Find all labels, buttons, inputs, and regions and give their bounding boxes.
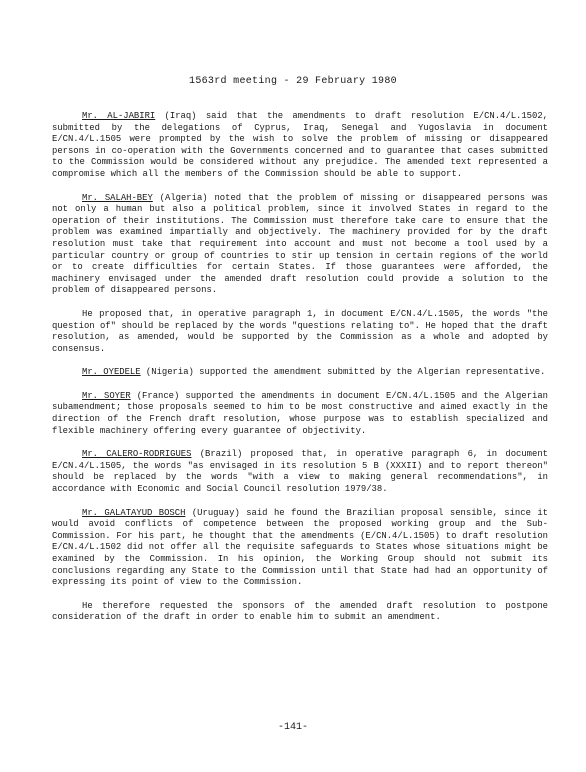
meeting-header: 1563rd meeting - 29 February 1980 (189, 76, 397, 87)
paragraph-text: (Brazil) proposed that, in operative paragraph 6, in document E/CN.4/L.1505, the words "as envisaged in its resolution 5 B (XXXII) and to report thereon" should be replaced by the words "with a view to making general recommendations", in accordance with Economic and Social Council resolution 1979/38. (52, 449, 548, 495)
paragraph-1 (52, 111, 548, 181)
speaker-name: Mr. SALAH-BEY (82, 192, 153, 203)
speaker-name: Mr. GALATAYUD BOSCH (82, 507, 186, 518)
paragraph-text: (Nigeria) supported the amendment submitted by the Algerian representative. (140, 367, 546, 378)
speaker-name: Mr. AL-JABIRI (82, 111, 156, 121)
paragraph-text: (Algeria) noted that the problem of missing or disappeared persons was not only a human but also a political problem, since it involved States in regard to the operation of their institutions. The Commission must therefore take care to ensure that the problem was examined impartially and objectively. The machinery provided for by the draft resolution must take that requirement into account and must not become a tool used by a particular country or group of countries to stir up tension in certain regions of the world or to create difficulties for certain States. If those guarantees were afforded, the machinery envisaged under the amended draft resolution could provide a solution to the problem of disappeared persons. (52, 192, 548, 296)
paragraph-8 (52, 601, 548, 624)
paragraph-6 (52, 449, 548, 495)
paragraph-2 (52, 193, 548, 297)
paragraph-text: (Iraq) said that the amendments to draft resolution E/CN.4/L.1502, submitted by the delegations of Cyprus, Iraq, Senegal and Yugoslavia in document E/CN.4/L.1505 were prompted by the wish to solve the problem of missing or disappeared persons in co-operation with the Governments concerned and to guarantee that cases submitted to the Commission would be considered without any prejudice. The amended text represented a compromise which all the members of the Commission should be able to support. (52, 111, 548, 179)
paragraph-4 (52, 367, 548, 379)
paragraph-7 (52, 508, 548, 589)
document-body (52, 111, 548, 636)
paragraph-3 (52, 309, 548, 355)
paragraph-text: He proposed that, in operative paragraph 1, in document E/CN.4/L.1505, the words "the question of" should be replaced by the words "questions relating to". He hoped that the draft resolution, as amended, would be supported by the Commission as a whole and adopted by consensus. (52, 308, 548, 354)
paragraph-text: (Uruguay) said he found the Brazilian proposal sensible, since it would avoid conflicts of competence between the proposed working group and the Sub-Commission. For his part, he thought that the amendments (E/CN.4/L.1505) to draft resolution E/CN.4/L.1502 did not offer all the requisite safeguards to States whose situations might be examined by the Commission. In his opinion, the Working Group should not submit its conclusions regarding any State to the Commission until that State had had an opportunity of expressing its point of view to the Commission. (52, 507, 548, 588)
speaker-name: Mr. OYEDELE (82, 367, 141, 378)
speaker-name: Mr. SOYER (82, 390, 131, 401)
paragraph-text: (France) supported the amendments in document E/CN.4/L.1505 and the Algerian subamendment; those proposals seemed to him to be most constructive and aimed exactly in the direction of the French draft resolution, whose purpose was to establish specialized and flexible machinery offering every guarantee of objectivity. (52, 390, 549, 436)
paragraph-text: He therefore requested the sponsors of the amended draft resolution to postpone consideration of the draft in order to enable him to submit an amendment. (52, 600, 548, 623)
page-number: -141- (277, 722, 308, 733)
paragraph-5 (52, 391, 548, 437)
speaker-name: Mr. CALERO-RODRIGUES (82, 449, 192, 460)
